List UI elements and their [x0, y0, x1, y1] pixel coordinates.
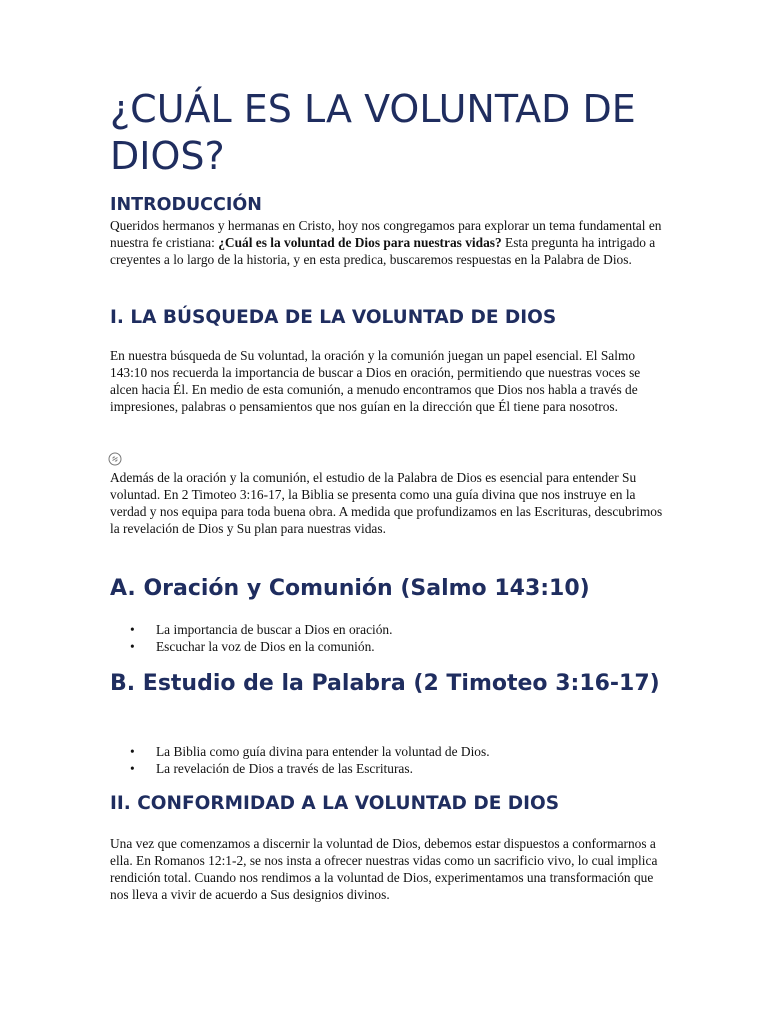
- section1-paragraph1: En nuestra búsqueda de Su voluntad, la oración y la comunión juegan un papel esencial. El Salmo 143:10 nos recuerda la importancia de buscar a Dios en oración, permitiendo que nuestras voces se alcen hacia Él. En medio de esta comunión, a menudo encontramos que Dios nos habla a través de impresiones, palabras o pensamientos que nos guían en la dirección que Él tiene para nosotros.: [110, 348, 641, 414]
- list-item: • La importancia de buscar a Dios en oración.: [110, 621, 670, 638]
- subsection-a-heading: A. Oración y Comunión (Salmo 143:10): [110, 576, 590, 601]
- list-item: • Escuchar la voz de Dios en la comunión.: [110, 638, 670, 655]
- intro-text-part2: Esta pregunta ha intrigado a creyentes a lo largo de la historia, y en esta predica, buscaremos respuestas en la Palabra de Dios.: [110, 235, 656, 267]
- intro-paragraph: [110, 217, 670, 268]
- link-circle-icon: [108, 452, 122, 466]
- section2-paragraph: Una vez que comenzamos a discernir la voluntad de Dios, debemos estar dispuestos a conformarnos a ella. En Romanos 12:1-2, se nos insta a ofrecer nuestras vidas como un sacrificio vivo, lo cual implica rendición total. Cuando nos rendimos a la voluntad de Dios, experimentamos una transformación que nos lleva a vivir de acuerdo a Sus designios divinos.: [110, 836, 658, 902]
- subsection-b-heading: B. Estudio de la Palabra (2 Timoteo 3:16-17): [110, 671, 660, 696]
- intro-text-part1: Queridos hermanos y hermanas en Cristo, hoy nos congregamos para explorar un tema fundamental en nuestra fe cristiana:: [110, 218, 662, 250]
- section1-heading: I. LA BÚSQUEDA DE LA VOLUNTAD DE DIOS: [110, 307, 557, 328]
- list-item: • La Biblia como guía divina para entender la voluntad de Dios.: [110, 743, 670, 760]
- section2-heading: II. CONFORMIDAD A LA VOLUNTAD DE DIOS: [110, 793, 560, 814]
- intro-text-bold: ¿Cuál es la voluntad de Dios para nuestras vidas?: [218, 235, 502, 250]
- document-title: ¿CUÁL ES LA VOLUNTAD DE DIOS?: [110, 87, 636, 178]
- intro-heading: INTRODUCCIÓN: [110, 195, 262, 215]
- subsection-a-list: [110, 621, 670, 655]
- subsection-b-list: [110, 743, 670, 777]
- list-item: • La revelación de Dios a través de las Escrituras.: [110, 760, 670, 777]
- section1-paragraph2: Además de la oración y la comunión, el estudio de la Palabra de Dios es esencial para entender Su voluntad. En 2 Timoteo 3:16-17, la Biblia se presenta como una guía divina que nos instruye en la verdad y nos equipa para toda buena obra. A medida que profundizamos en las Escrituras, descubrimos la revelación de Dios y Su plan para nuestras vidas.: [110, 470, 663, 536]
